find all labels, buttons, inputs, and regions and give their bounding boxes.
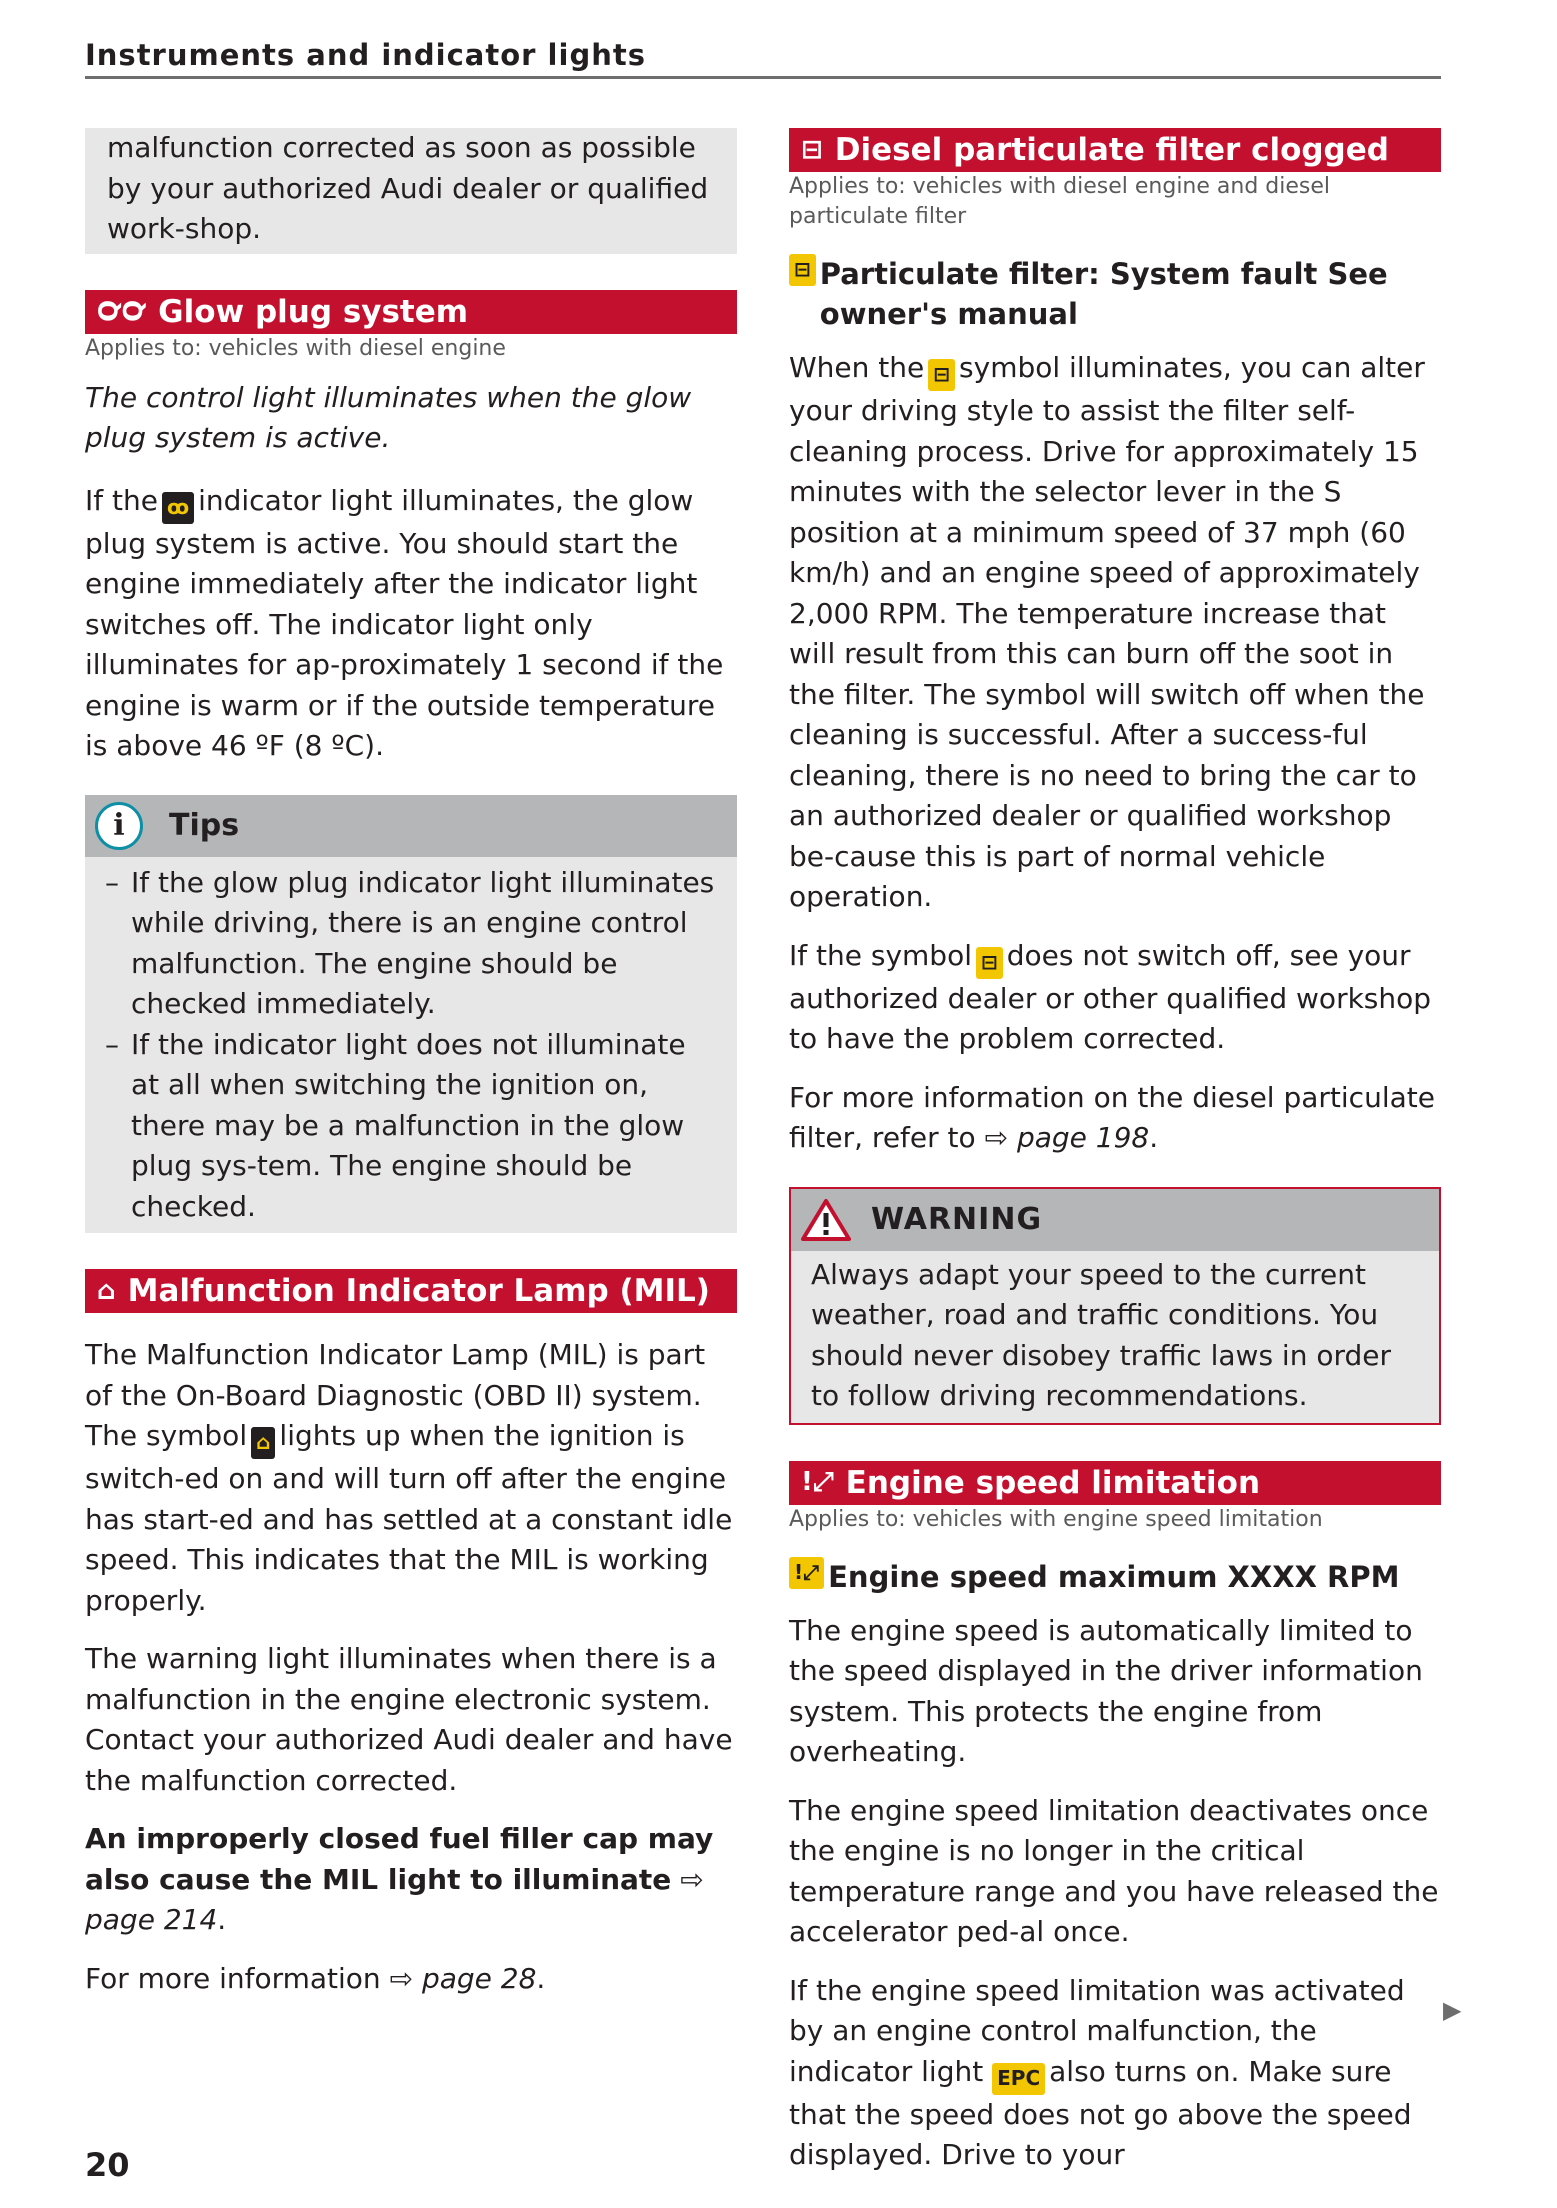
mil-paragraph-1: The Malfunction Indicator Lamp (MIL) is part of the On-Board Diagnostic (OBD II) system. The symbol ⌂ lights up when the ignition is switch-ed on and will turn off after the engine has start-ed and has settled at a constant idle speed. This indicates that the MIL is working properly.: [85, 1338, 733, 1617]
mil-paragraph-2: The warning light illuminates when there is a malfunction in the engine electronic system. Contact your authorized Audi dealer and have the malfunction corrected.: [85, 1642, 733, 1797]
page-214-link[interactable]: ⇨ page 214: [85, 1862, 704, 1936]
page-header: [85, 38, 1441, 79]
continued-text: malfunction corrected as soon as possible by your authorized Audi dealer or qualified work-shop.: [107, 131, 709, 245]
engine-check-indicator-icon: ⌂: [251, 1427, 275, 1459]
mil-title: Malfunction Indicator Lamp (MIL): [127, 1273, 710, 1309]
tips-header: [85, 795, 737, 857]
glow-plug-title: Glow plug system: [158, 293, 469, 330]
chapter-title: Instruments and indicator lights: [85, 38, 646, 72]
warning-box: [789, 1187, 1441, 1425]
dpf-applies: Applies to: vehicles with diesel engine and diesel particulate filter: [789, 174, 1331, 229]
mil-paragraph-3: An improperly closed fuel filler cap may also cause the MIL light to illuminate ⇨ page 214.: [85, 1822, 714, 1936]
speed-limit-indicator-icon: !⤢: [789, 1557, 824, 1589]
glow-plug-heading: [85, 290, 737, 334]
esl-paragraph-3: If the engine speed limitation was activated by an engine control malfunction, the indicator light EPC also turns on. Make sure that the speed does not go above the speed displayed. Drive to your: [789, 1973, 1412, 2171]
right-column: [789, 128, 1441, 2176]
esl-subheading: !⤢ Engine speed maximum XXXX RPM: [789, 1557, 1441, 1597]
warning-triangle-icon: [801, 1198, 851, 1242]
dpf-heading: [789, 128, 1441, 172]
mil-heading: [85, 1269, 737, 1313]
continued-note-box: [85, 128, 737, 254]
tips-title: Tips: [169, 808, 240, 843]
esl-heading: [789, 1461, 1441, 1505]
dpf-title: Diesel particulate filter clogged: [834, 132, 1389, 168]
epc-indicator-icon: EPC: [992, 2063, 1045, 2095]
glow-plug-icon: ℺℺: [97, 296, 147, 327]
particulate-filter-indicator-icon: ⊟: [789, 254, 816, 286]
glow-applies: Applies to: vehicles with diesel engine: [85, 335, 506, 361]
page-28-link[interactable]: ⇨ page 28: [389, 1961, 537, 1995]
esl-paragraph-1: The engine speed is automatically limited to the speed displayed in the driver information system. This protects the engine from overheating.: [789, 1613, 1423, 1768]
page-number: 20: [85, 2146, 130, 2184]
glow-plug-indicator-icon: ꝏ: [162, 492, 194, 524]
esl-paragraph-2: The engine speed limitation deactivates once the engine is no longer in the critical temperature range and you have released the accelerator ped-al once.: [789, 1793, 1439, 1948]
info-icon: i: [95, 802, 143, 850]
particulate-filter-inline-icon: ⊟: [928, 359, 955, 391]
glow-paragraph: If the ꝏ indicator light illuminates, the glow plug system is active. You should start the engine immediately after the indicator light switches off. The indicator light only illuminates for ap-proximately 1 second if the engine is warm or if the outside temperature is above 46 ºF (8 ºC).: [85, 483, 724, 762]
dpf-subheading: ⊟ Particulate filter: System fault See owner's manual: [789, 254, 1441, 334]
left-column: [85, 128, 737, 1999]
warning-text: Always adapt your speed to the current weather, road and traffic conditions. You should never disobey traffic laws in order to follow driving recommendations.: [811, 1257, 1392, 1412]
continue-arrow-icon: ▶: [1443, 1996, 1462, 2024]
dpf-paragraph-3: For more information on the diesel particulate filter, refer to ⇨ page 198.: [789, 1080, 1435, 1154]
particulate-filter-inline-icon-2: ⊟: [976, 947, 1003, 979]
particulate-filter-icon: ⊟: [801, 135, 823, 165]
dpf-paragraph-1: When the ⊟ symbol illuminates, you can alter your driving style to assist the filter self-cleaning process. Drive for approximately 15 minutes with the selector lever in the S position at a minimum speed of 37 mph (60 km/h) and an engine speed of approximately 2,000 RPM. The temperature increase that will result from this can burn off the soot in the filter. The symbol will switch off when the cleaning is successful. After a success-ful cleaning, there is no need to bring the car to an authorized dealer or qualified workshop be-cause this is part of normal vehicle operation.: [789, 351, 1425, 913]
tips-box: [85, 795, 737, 1234]
warning-title: WARNING: [871, 1202, 1043, 1237]
mil-paragraph-4: For more information ⇨ page 28.: [85, 1961, 546, 1995]
dpf-paragraph-2: If the symbol ⊟ does not switch off, see your authorized dealer or other qualified workshop to have the problem corrected.: [789, 938, 1432, 1055]
glow-intro: The control light illuminates when the glow plug system is active.: [85, 380, 692, 454]
esl-title: Engine speed limitation: [845, 1464, 1261, 1501]
page-198-link[interactable]: ⇨ page 198: [984, 1121, 1150, 1154]
tip-item: – If the glow plug indicator light illuminates while driving, there is an engine control malfunction. The engine should be checked immediately.: [105, 865, 715, 1020]
warning-header: [791, 1189, 1439, 1251]
tips-list: [85, 857, 737, 1234]
engine-check-icon: ⌂: [97, 1276, 116, 1306]
esl-applies: Applies to: vehicles with engine speed limitation: [789, 1506, 1323, 1532]
speed-limit-warning-icon: !⤢: [801, 1467, 834, 1497]
tip-item: – If the indicator light does not illuminate at all when switching the ignition on, there may be a malfunction in the glow plug sys-tem. The engine should be checked.: [105, 1027, 686, 1223]
